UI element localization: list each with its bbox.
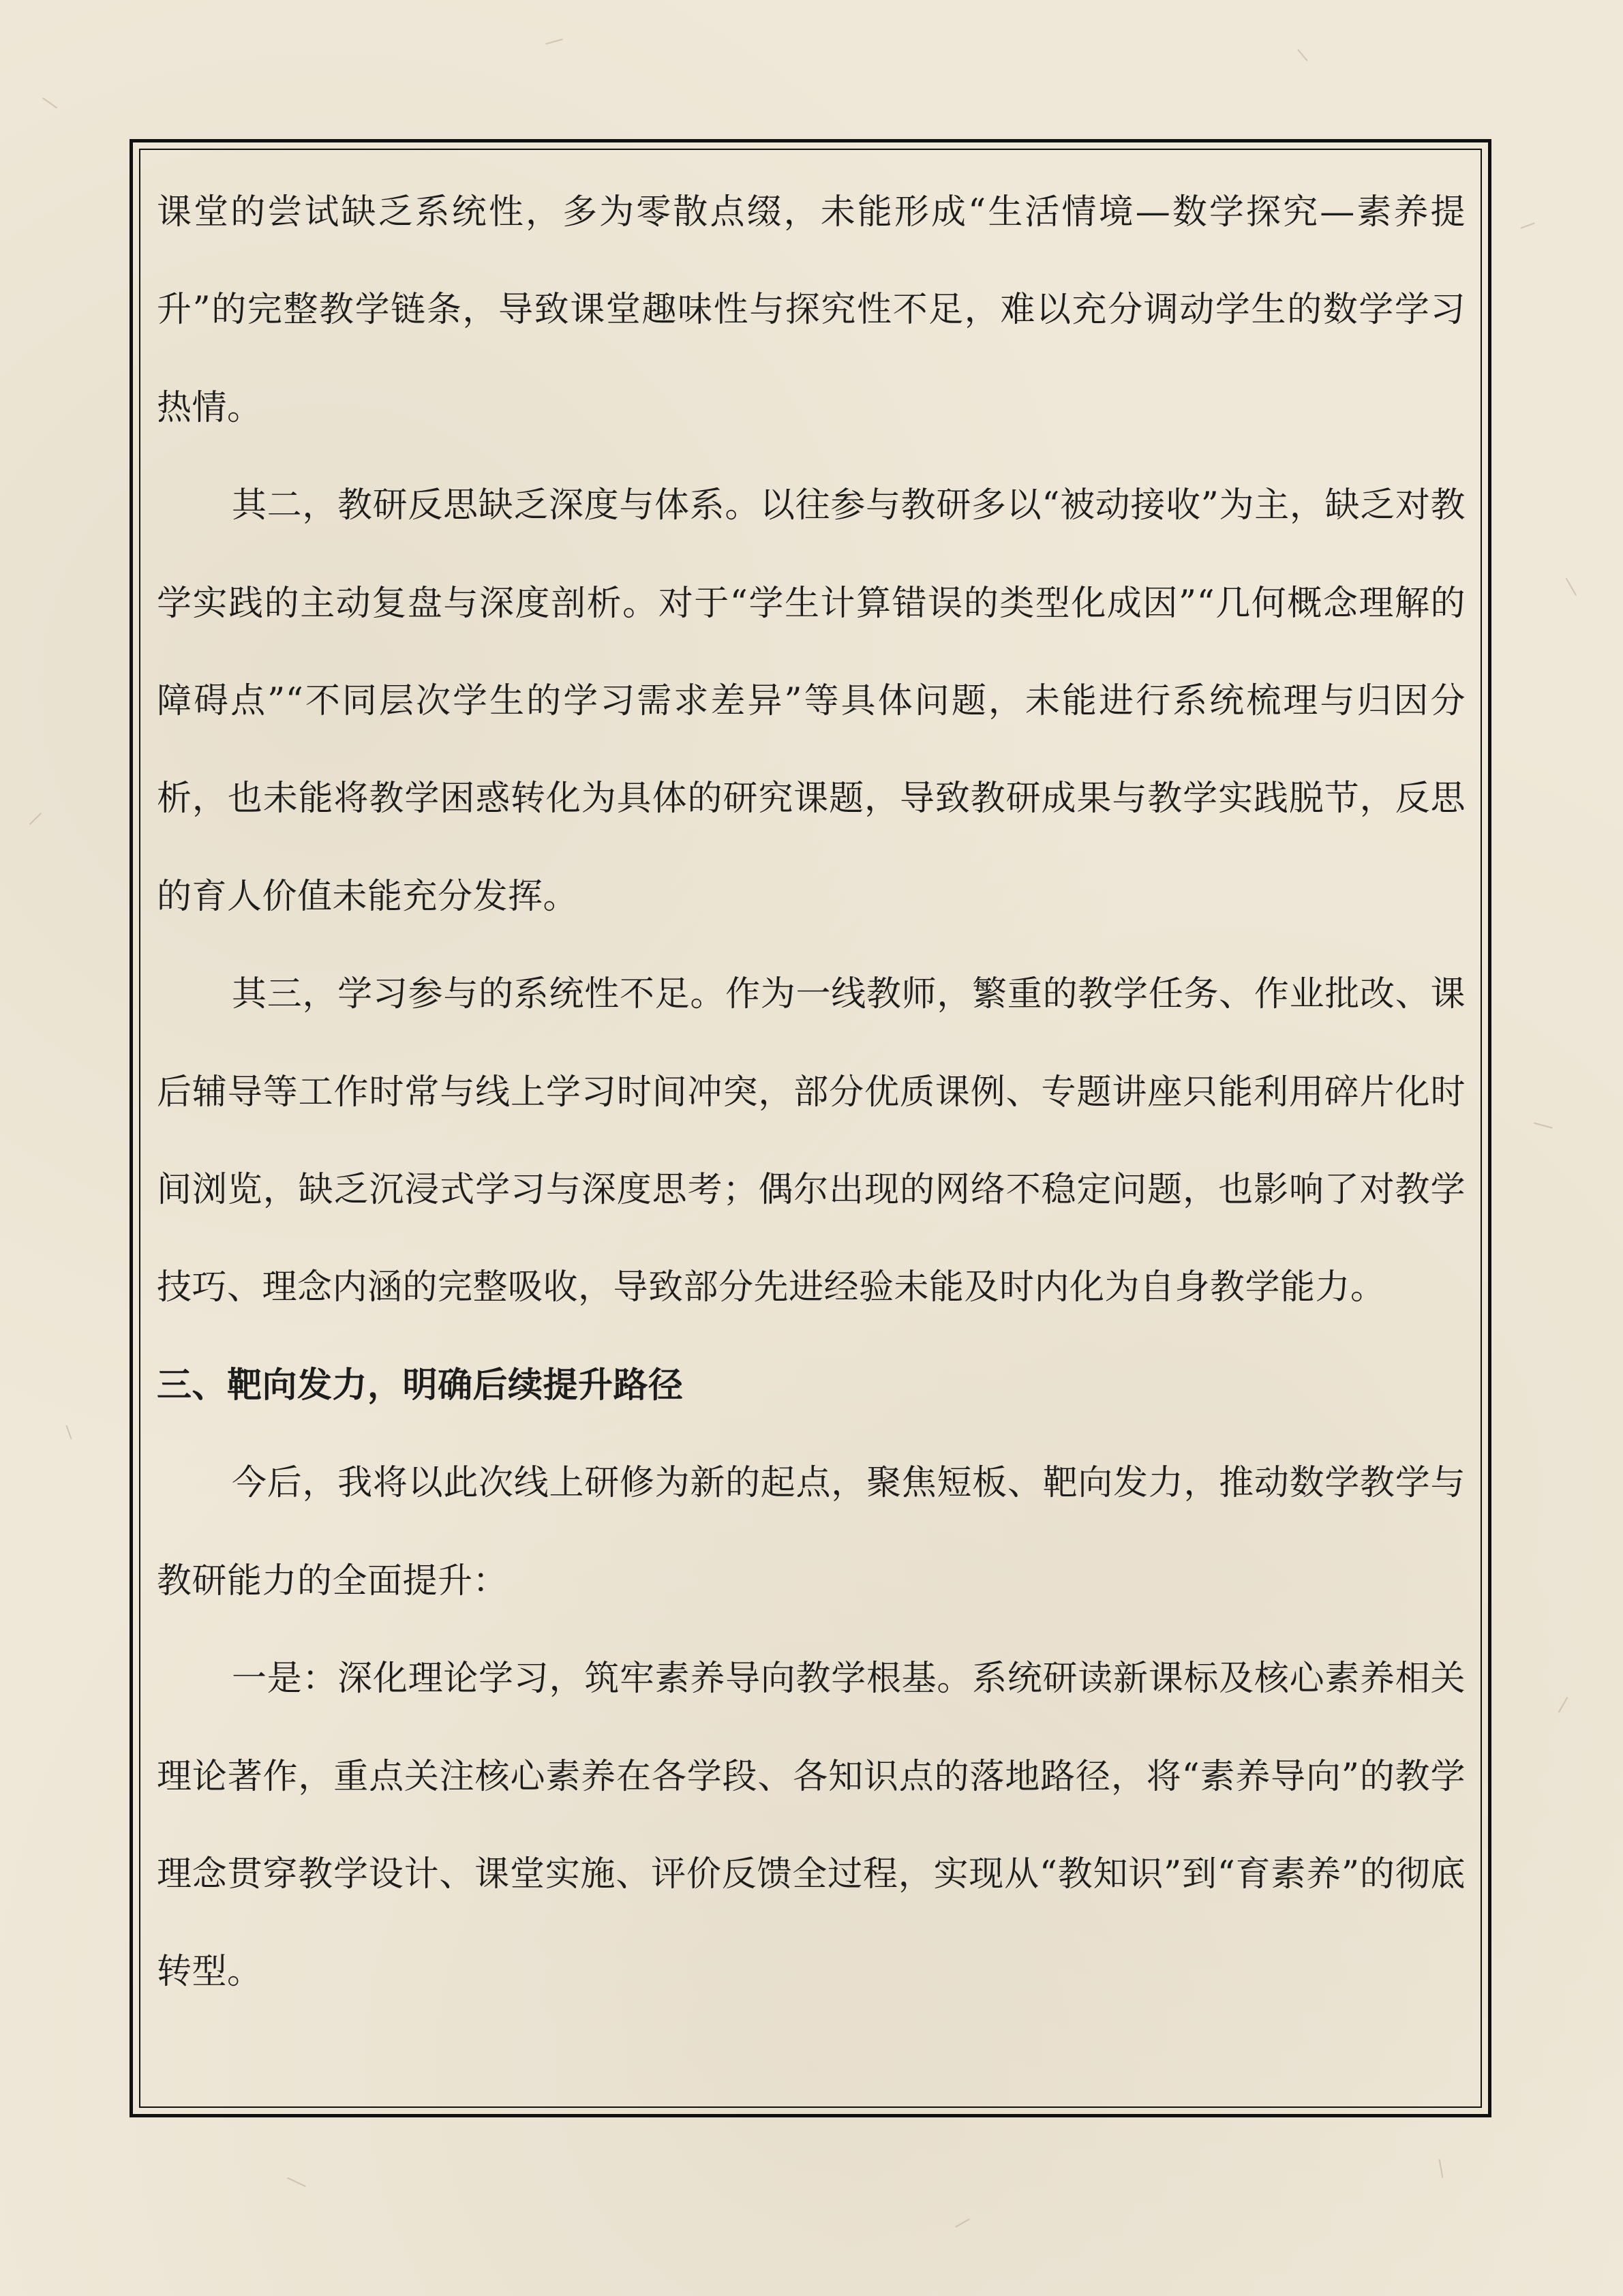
paper-fiber (1297, 49, 1308, 61)
paper-fiber (1534, 1122, 1553, 1128)
paragraph-continued: 课堂的尝试缺乏系统性，多为零散点缀，未能形成“生活情境—数学探究—素养提升”的完整教学链条，导致课堂趣味性与探究性不足，难以充分调动学生的数学学习热情。 (157, 192, 1466, 428)
paper-fiber (42, 97, 57, 109)
paragraph-third-issue: 其三，学习参与的系统性不足。作为一线教师，繁重的教学任务、作业批改、课后辅导等工作时常与线上学习时间冲突，部分优质课例、专题讲座只能利用碎片化时间浏览，缺乏沉浸式学习与深度思考；偶尔出现的网络不稳定问题，也影响了对教学技巧、理念内涵的完整吸收，导致部分先进经验未能及时内化为自身教学能力。 (157, 974, 1466, 1308)
paper-fiber (545, 39, 563, 45)
paragraph-plan-item-one: 一是：深化理论学习，筑牢素养导向教学根基。系统研读新课标及核心素养相关理论著作，重点关注核心素养在各学段、各知识点的落地路径，将“素养导向”的教学理念贯穿教学设计、课堂实施、评价反馈全过程，实现从“教知识”到“育素养”的彻底转型。 (157, 1659, 1466, 1993)
paragraph-intro-plan: 今后，我将以此次线上研修为新的起点，聚焦短板、靶向发力，推动数学教学与教研能力的全面提升： (157, 1463, 1466, 1601)
paper-fiber (1520, 222, 1534, 228)
paper-fiber (1439, 2159, 1444, 2178)
document-body (157, 164, 1466, 2021)
paper-fiber (955, 2218, 970, 2228)
paper-fiber (287, 2177, 306, 2187)
paper-fiber (65, 1425, 72, 1439)
paragraph-second-issue: 其二，教研反思缺乏深度与体系。以往参与教研多以“被动接收”为主，缺乏对教学实践的主动复盘与深度剖析。对于“学生计算错误的类型化成因”“几何概念理解的障碍点”“不同层次学生的学习需求差异”等具体问题，未能进行系统梳理与归因分析，也未能将教学困惑转化为具体的研究课题，导致教研成果与教学实践脱节，反思的育人价值未能充分发挥。 (157, 485, 1466, 917)
paper-fiber (29, 813, 42, 825)
paper-fiber (1558, 1697, 1568, 1713)
section-heading: 三、靶向发力，明确后续提升路径 (157, 1365, 684, 1406)
paper-fiber (1566, 578, 1577, 596)
